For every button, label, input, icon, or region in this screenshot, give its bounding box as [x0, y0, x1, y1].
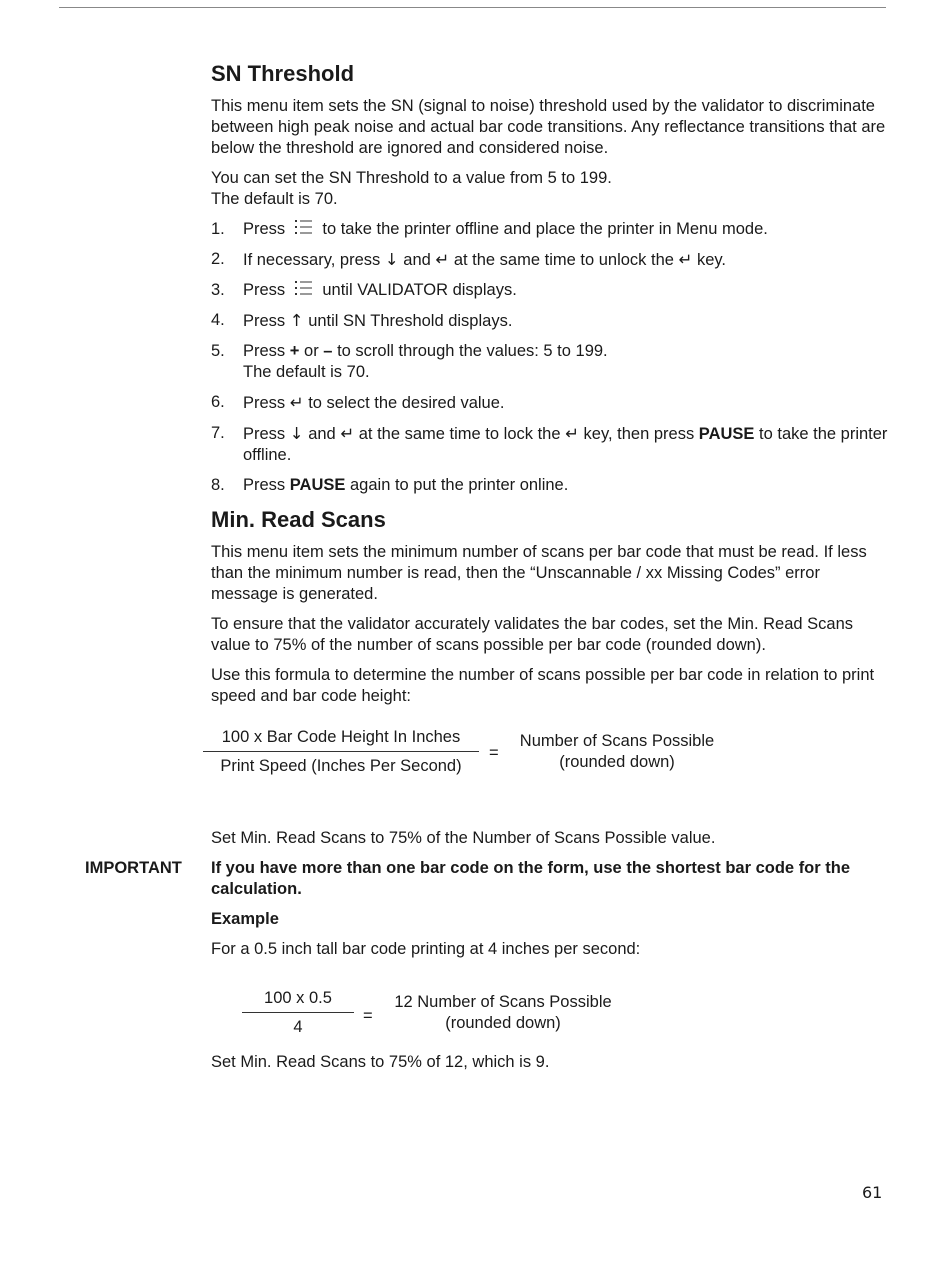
step-8: [211, 475, 891, 496]
step-text: again to put the printer online.: [350, 476, 569, 494]
minus-key: –: [323, 342, 333, 360]
step-text: Press: [243, 342, 286, 360]
formula-fraction: [203, 727, 479, 777]
step-text: and: [403, 251, 431, 269]
example-heading: Example: [211, 910, 279, 928]
arrow-down-icon: ↓: [289, 424, 304, 443]
example-equals: =: [363, 1007, 373, 1025]
important-note: [85, 858, 891, 900]
example-result-line2: (rounded down): [445, 1014, 561, 1032]
enter-key-icon: ↵: [289, 393, 304, 412]
step-text: until VALIDATOR displays.: [322, 281, 517, 299]
step-text: key.: [696, 251, 726, 269]
sn-threshold-description: This menu item sets the SN (signal to noise) threshold used by the validator to discriminate between high peak noise and actual bar code transitions. Any reflectance transitions that are below the threshold are ignored and considered noise.: [211, 97, 886, 157]
step-text: until SN Threshold displays.: [308, 312, 513, 330]
menu-list-icon: [294, 280, 314, 296]
formula-denominator: Print Speed (Inches Per Second): [220, 757, 462, 775]
example-conclusion: Set Min. Read Scans to 75% of 12, which is 9.: [211, 1053, 550, 1071]
important-label: IMPORTANT: [85, 859, 182, 877]
formula-numerator: 100 x Bar Code Height In Inches: [203, 727, 479, 752]
procedure-steps: [211, 219, 891, 496]
step-text: The default is 70.: [243, 363, 370, 381]
formula-result-line2: (rounded down): [559, 753, 675, 771]
formula-result: [507, 731, 727, 773]
enter-key-icon: ↵: [678, 250, 693, 269]
enter-key-icon: ↵: [435, 250, 450, 269]
menu-list-icon: [294, 219, 314, 235]
step-3: [211, 280, 891, 301]
step-text: at the same time to unlock the: [453, 251, 674, 269]
section-heading-sn-threshold: SN Threshold: [211, 61, 355, 86]
sn-threshold-range: [211, 168, 891, 210]
step-number: 8.: [211, 476, 225, 494]
pause-key: PAUSE: [698, 425, 755, 443]
min-read-scans-guidance: To ensure that the validator accurately validates the bar codes, set the Min. Read Scans value to 75% of the number of scans possible per bar code (rounded down).: [211, 615, 854, 654]
step-5: [211, 341, 891, 383]
min-read-scans-description: This menu item sets the minimum number of scans per bar code that must be read. If less than the minimum number is read, then the “Unscannable / xx Missing Codes” error message is generated.: [211, 543, 867, 603]
step-number: 5.: [211, 342, 225, 360]
step-text: at the same time to lock the: [358, 425, 561, 443]
important-text: If you have more than one bar code on the form, use the shortest bar code for the calculation.: [211, 859, 851, 898]
page-content: [85, 60, 891, 1082]
step-6: [211, 392, 891, 414]
step-text: Press: [243, 312, 286, 330]
step-text: key, then press: [583, 425, 695, 443]
step-7: [211, 423, 891, 466]
example-result: [381, 992, 625, 1034]
step-text: or: [304, 342, 319, 360]
page-number: 61: [862, 1183, 883, 1202]
step-text: to take the printer offline.: [243, 425, 888, 464]
step-text: to take the printer offline and place the printer in Menu mode.: [322, 220, 768, 238]
default-text: The default is 70.: [211, 190, 338, 208]
plus-key: +: [289, 342, 300, 360]
step-2: [211, 249, 891, 271]
pause-key: PAUSE: [289, 476, 346, 494]
section-heading-min-read-scans: Min. Read Scans: [211, 507, 386, 532]
formula-intro: Use this formula to determine the number of scans possible per bar code in relation to print speed and bar code height:: [211, 666, 875, 705]
example-numerator: 100 x 0.5: [242, 988, 354, 1013]
step-number: 4.: [211, 311, 225, 329]
step-text: Press: [243, 220, 286, 238]
step-text: Press: [243, 394, 286, 412]
step-text: to scroll through the values: 5 to 199.: [337, 342, 608, 360]
step-1: [211, 219, 891, 240]
arrow-down-icon: ↓: [384, 250, 399, 269]
step-text: Press: [243, 425, 286, 443]
step-number: 1.: [211, 220, 225, 238]
step-4: [211, 310, 891, 332]
step-text: Press: [243, 476, 286, 494]
header-rule: [59, 7, 886, 8]
scans-formula: [211, 727, 891, 817]
formula-result-line1: Number of Scans Possible: [519, 732, 715, 750]
step-text: If necessary, press: [243, 251, 381, 269]
step-number: 6.: [211, 393, 225, 411]
example-formula: [211, 984, 891, 1052]
range-text: You can set the SN Threshold to a value from 5 to 199.: [211, 169, 612, 187]
step-text: and: [308, 425, 336, 443]
arrow-up-icon: ↑: [289, 311, 304, 330]
example-result-line1: 12 Number of Scans Possible: [394, 993, 612, 1011]
step-text: to select the desired value.: [308, 394, 505, 412]
example-denominator: 4: [293, 1018, 303, 1036]
step-number: 3.: [211, 281, 225, 299]
example-text: For a 0.5 inch tall bar code printing at 4 inches per second:: [211, 940, 641, 958]
example-fraction: [242, 988, 354, 1038]
step-number: 7.: [211, 424, 225, 442]
enter-key-icon: ↵: [565, 424, 579, 443]
step-text: Press: [243, 281, 286, 299]
formula-equals: =: [489, 744, 499, 762]
enter-key-icon: ↵: [340, 424, 355, 443]
set-min-read-scans: Set Min. Read Scans to 75% of the Number of Scans Possible value.: [211, 829, 716, 847]
step-number: 2.: [211, 250, 225, 268]
